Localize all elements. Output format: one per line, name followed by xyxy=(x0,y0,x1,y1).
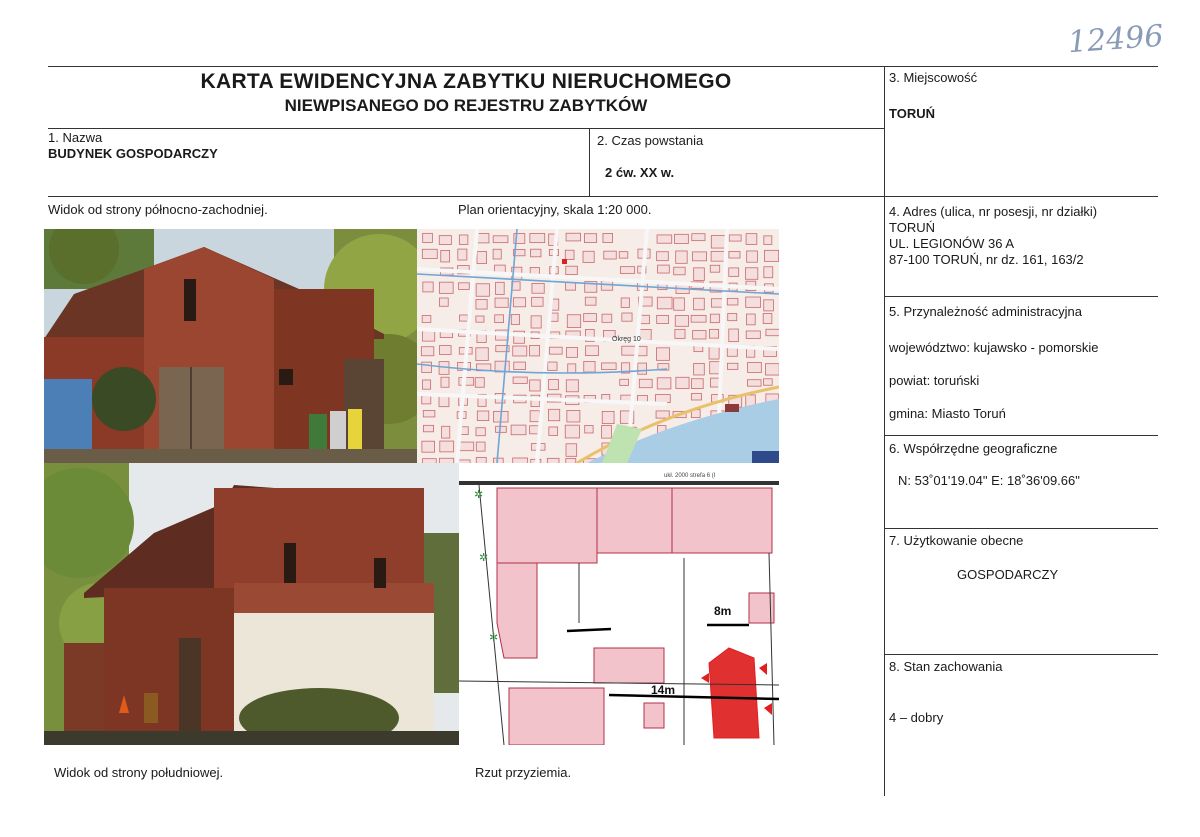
field-admin-commune: gmina: Miasto Toruń xyxy=(889,406,1006,421)
field-usage-value: GOSPODARCZY xyxy=(957,567,1059,582)
svg-text:✲: ✲ xyxy=(474,488,484,501)
caption-orientation-plan: Plan orientacyjny, skala 1:20 000. xyxy=(458,202,652,217)
field-address-line3: 87-100 TORUŃ, nr dz. 161, 163/2 xyxy=(889,252,1084,267)
caption-view-nw: Widok od strony północno-zachodniej. xyxy=(48,202,268,217)
field-locality-value: TORUŃ xyxy=(889,106,935,121)
orientation-map xyxy=(417,229,779,463)
right-line-4 xyxy=(884,296,1158,297)
right-line-5 xyxy=(884,435,1158,436)
name-date-divider xyxy=(589,128,590,196)
svg-text:✲: ✲ xyxy=(479,551,489,564)
field-coords-label: 6. Współrzędne geograficzne xyxy=(889,441,1058,456)
photo-south xyxy=(44,463,459,745)
right-line-6 xyxy=(884,528,1158,529)
right-column-divider xyxy=(884,66,885,796)
caption-view-south: Widok od strony południowej. xyxy=(54,765,224,780)
caption-ground-floor: Rzut przyziemia. xyxy=(475,765,572,780)
field-date-label: 2. Czas powstania xyxy=(597,133,704,148)
svg-text:✲: ✲ xyxy=(489,631,499,644)
site-plan xyxy=(459,463,779,745)
field-admin-county: powiat: toruński xyxy=(889,373,980,388)
dimension-8m: 8m xyxy=(714,604,732,618)
field-condition-label: 8. Stan zachowania xyxy=(889,659,1003,674)
field-condition-value: 4 – dobry xyxy=(889,710,944,725)
field-name-label: 1. Nazwa xyxy=(48,130,103,145)
photo-north-west xyxy=(44,229,417,463)
field-coords-value: N: 53˚01'19.04" E: 18˚36'09.66" xyxy=(898,473,1080,488)
field-usage-label: 7. Użytkowanie obecne xyxy=(889,533,1024,548)
map-label: Okręg 10 xyxy=(612,336,641,343)
field-admin-voivodeship: województwo: kujawsko - pomorskie xyxy=(889,340,1099,355)
dimension-14m: 14m xyxy=(651,683,676,697)
field-date-value: 2 ćw. XX w. xyxy=(605,165,675,180)
field-address-line1: TORUŃ xyxy=(889,220,935,235)
field-locality-label: 3. Miejscowość xyxy=(889,70,978,85)
card-title-line1: KARTA EWIDENCYJNA ZABYTKU NIERUCHOMEGO xyxy=(200,70,732,93)
frame-top-line xyxy=(48,66,1158,67)
right-line-7 xyxy=(884,654,1158,655)
header-bottom-line xyxy=(48,196,1158,197)
field-name-value: BUDYNEK GOSPODARCZY xyxy=(48,146,218,161)
field-admin-label: 5. Przynależność administracyjna xyxy=(889,304,1082,319)
card-title-line2: NIEWPISANEGO DO REJESTRU ZABYTKÓW xyxy=(284,96,648,115)
catalog-number: 12496 xyxy=(1066,18,1165,61)
field-address-label: 4. Adres (ulica, nr posesji, nr działki) xyxy=(889,204,1098,219)
field-address-line2: UL. LEGIONÓW 36 A xyxy=(889,236,1014,251)
title-bottom-line xyxy=(48,128,884,129)
site-plan-header-note: ukł. 2000 strefa 6 (I xyxy=(664,473,716,479)
